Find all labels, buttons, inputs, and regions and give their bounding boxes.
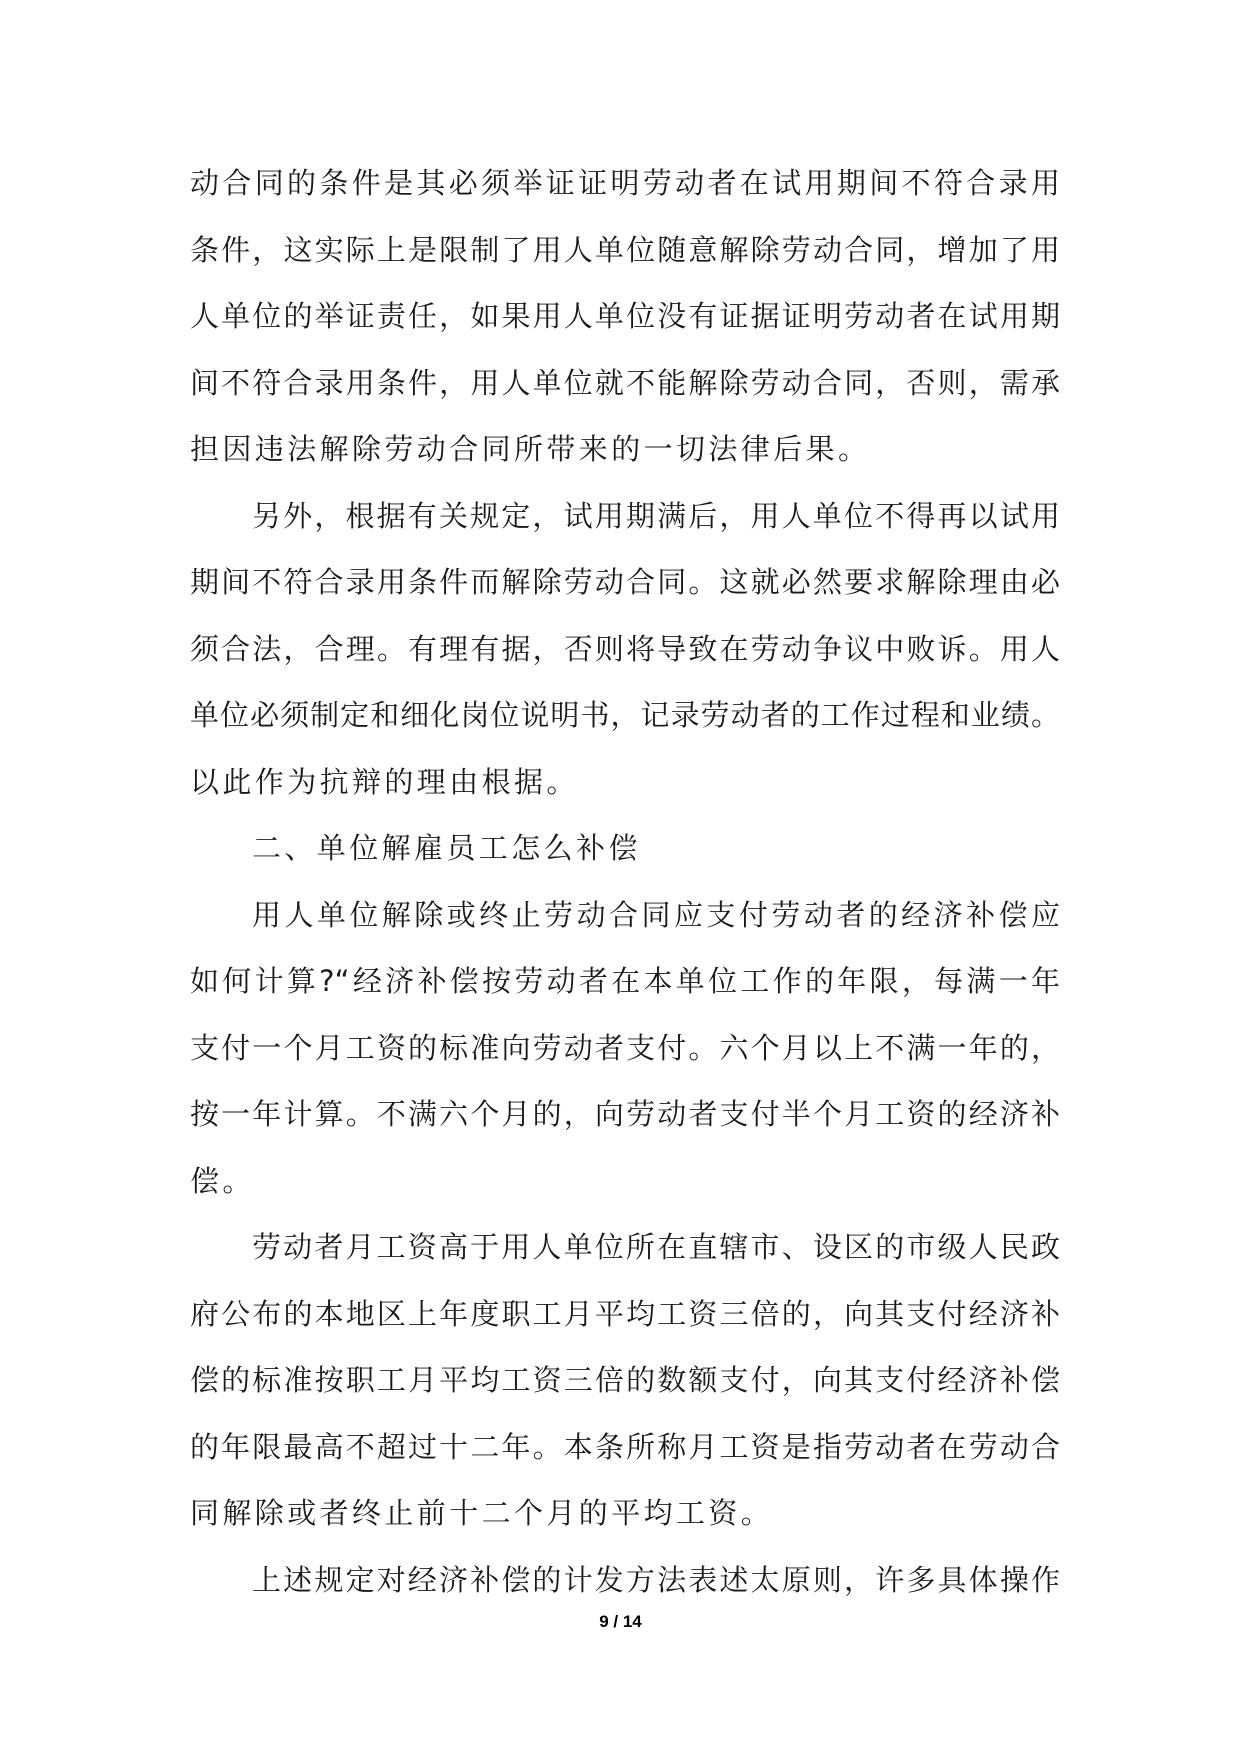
text-line: 同解除或者终止前十二个月的平均工资。	[190, 1496, 774, 1530]
text-line: 偿的标准按职工月平均工资三倍的数额支付，向其支付经济补偿	[190, 1363, 1060, 1397]
body-text	[190, 150, 1060, 1613]
text-line: 条件，这实际上是限制了用人单位随意解除劳动合同，增加了用	[190, 232, 1060, 267]
text-line: 期间不符合录用条件而解除劳动合同。这就必然要求解除理由必	[190, 565, 1060, 599]
text-line: 人单位的举证责任，如果用人单位没有证据证明劳动者在试用期	[190, 299, 1060, 333]
text-line: 另外，根据有关规定，试用期满后，用人单位不得再以试用	[252, 498, 1060, 533]
section-heading: 二、单位解雇员工怎么补偿	[252, 831, 641, 865]
text-line: 用人单位解除或终止劳动合同应支付劳动者的经济补偿应	[252, 897, 1060, 932]
text-line: 上述规定对经济补偿的计发方法表述太原则，许多具体操作	[252, 1562, 1060, 1597]
text-line: 府公布的本地区上年度职工月平均工资三倍的，向其支付经济补	[190, 1296, 1060, 1331]
text-line: 偿。	[190, 1163, 255, 1198]
text-line: 间不符合录用条件，用人单位就不能解除劳动合同，否则，需承	[190, 365, 1060, 400]
text-line: 单位必须制定和细化岗位说明书，记录劳动者的工作过程和业绩。	[190, 698, 1060, 732]
text-line: 的年限最高不超过十二年。本条所称月工资是指劳动者在劳动合	[190, 1429, 1060, 1464]
text-line: 按一年计算。不满六个月的，向劳动者支付半个月工资的经济补	[190, 1097, 1060, 1131]
text-line: 动合同的条件是其必须举证证明劳动者在试用期间不符合录用	[190, 166, 1060, 200]
text-line: 担因违法解除劳动合同所带来的一切法律后果。	[190, 432, 871, 466]
text-line: 如何计算?“经济补偿按劳动者在本单位工作的年限，每满一年	[190, 964, 1060, 998]
text-line: 支付一个月工资的标准向劳动者支付。六个月以上不满一年的，	[190, 1030, 1060, 1065]
text-line: 以此作为抗辩的理由根据。	[190, 764, 579, 799]
text-line: 须合法，合理。有理有据，否则将导致在劳动争议中败诉。用人	[190, 631, 1060, 666]
page-number: 9 / 14	[599, 1612, 642, 1631]
text-line: 劳动者月工资高于用人单位所在直辖市、设区的市级人民政	[252, 1230, 1060, 1264]
